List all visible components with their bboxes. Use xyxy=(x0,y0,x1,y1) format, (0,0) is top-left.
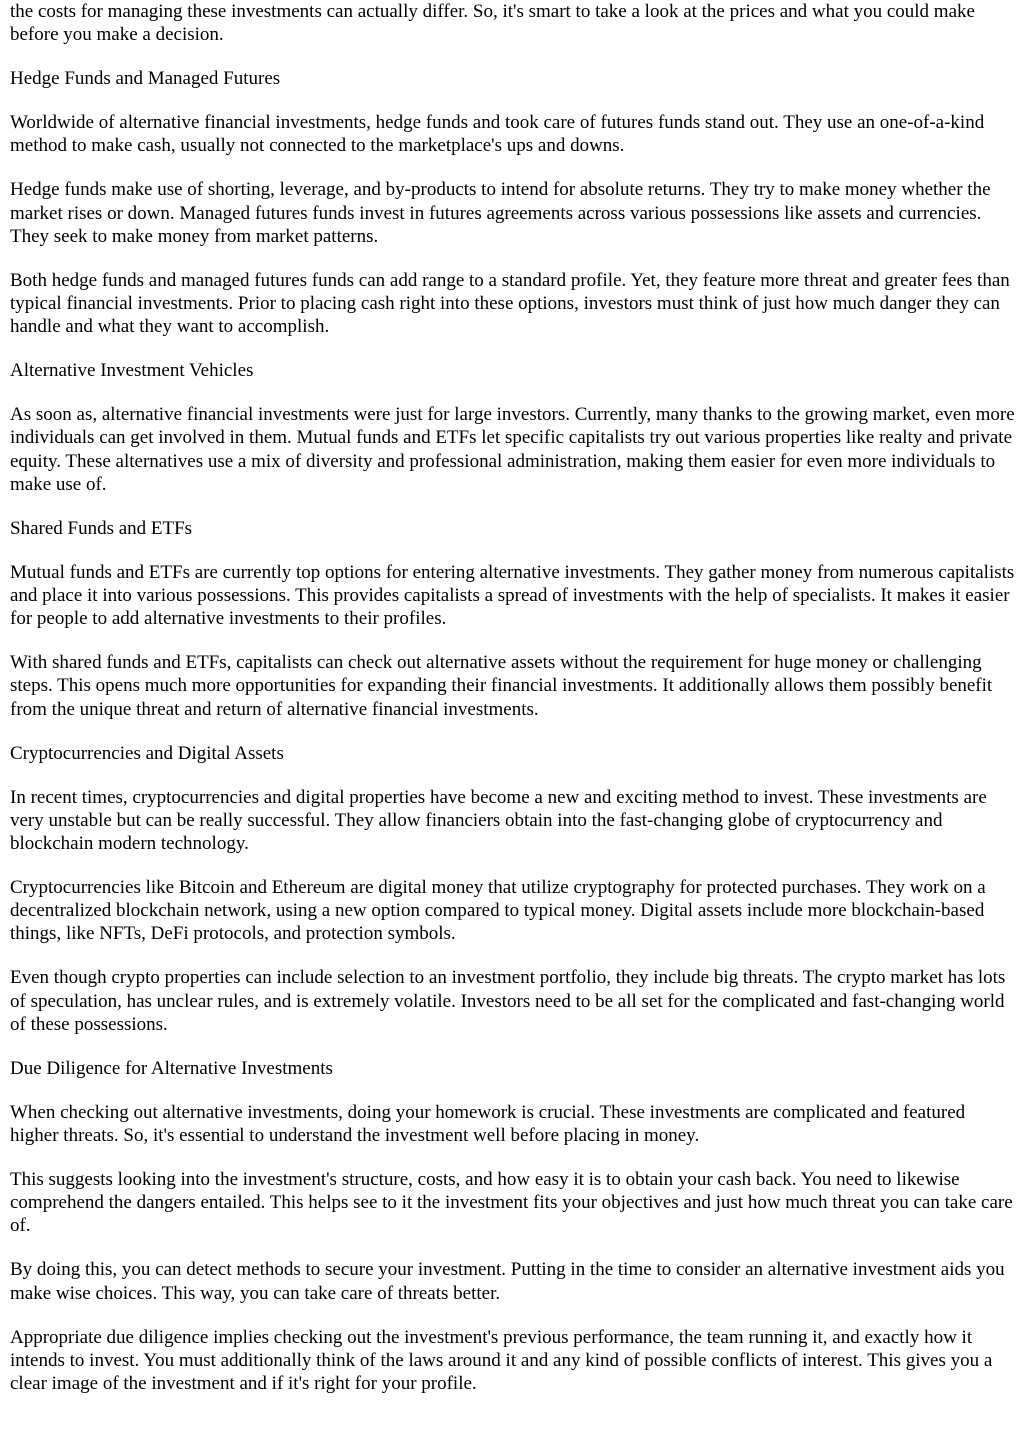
paragraph-crypto-intro: In recent times, cryptocurrencies and digital properties have become a new and exciting method to invest. These investments are very unstable but can be really successful. They allow financiers obtain into the fast-changing globe of cryptocurrency and blockchain modern technology. xyxy=(10,786,987,855)
section-heading-investment-vehicles: Alternative Investment Vehicles xyxy=(10,360,254,382)
paragraph-due-diligence-appropriate: Appropriate due diligence implies checking out the investment's previous performance, the team running it, and exactly how it intends to invest. You must additionally think of the laws around it and any kind of possible conflicts of interest. This gives you a clear image of the investment and if it's right for your profile. xyxy=(10,1326,993,1395)
document-body xyxy=(10,0,1018,1416)
paragraph-crypto-risks: Even though crypto properties can include selection to an investment portfolio, they include big threats. The crypto market has lots of speculation, has unclear rules, and is extremely volatile. Investors need to be all set for the complicated and fast-changing world of these possessions. xyxy=(10,967,1006,1035)
section-heading-crypto: Cryptocurrencies and Digital Assets xyxy=(10,742,284,764)
paragraph-due-diligence-intro: When checking out alternative investments, doing your homework is crucial. These investments are complicated and featured higher threats. So, it's essential to understand the investment well before placing in money. xyxy=(10,1101,966,1147)
paragraph-intro-costs: the costs for managing these investments can actually differ. So, it's smart to take a look at the prices and what you could make before you make a decision. xyxy=(10,1,975,46)
paragraph-due-diligence-secure: By doing this, you can detect methods to secure your investment. Putting in the time to consider an alternative investment aids you make wise choices. This way, you can take care of threats better. xyxy=(10,1259,1005,1304)
paragraph-shared-funds-overview: Mutual funds and ETFs are currently top options for entering alternative investments. They gather money from numerous capitalists and place it into various possessions. This provides capitalists a spread of investments with the help of specialists. It makes it easier for people to add alternative investments to their profiles. xyxy=(10,561,1015,630)
paragraph-due-diligence-structure: This suggests looking into the investment's structure, costs, and how easy it is to obtain your cash back. You need to likewise comprehend the dangers entailed. This helps see to it the investment fits your objectives and just how much threat you can take care of. xyxy=(10,1169,1013,1237)
section-heading-hedge-funds: Hedge Funds and Managed Futures xyxy=(10,68,281,90)
paragraph-hedge-funds-strategies: Hedge funds make use of shorting, leverage, and by-products to intend for absolute returns. They try to make money whether the market rises or down. Managed futures funds invest in futures agreements across various possessions like assets and currencies. They seek to make money from market patterns. xyxy=(10,179,991,247)
section-heading-due-diligence: Due Diligence for Alternative Investments xyxy=(10,1057,333,1079)
paragraph-hedge-funds-risk: Both hedge funds and managed futures funds can add range to a standard profile. Yet, they feature more threat and greater fees than typical financial investments. Prior to placing cash right into these options, investors must think of just how much danger they can handle and what they want to accomplish. xyxy=(10,269,1010,338)
paragraph-shared-funds-benefits: With shared funds and ETFs, capitalists can check out alternative assets without the requirement for huge money or challenging steps. This opens much more opportunities for expanding their financial investments. It additionally allows them possibly benefit from the unique threat and return of alternative financial investments. xyxy=(10,652,993,720)
paragraph-crypto-details: Cryptocurrencies like Bitcoin and Ethereum are digital money that utilize cryptography for protected purchases. They work on a decentralized blockchain network, using a new option compared to typical money. Digital assets include more blockchain-based things, like NFTs, DeFi protocols, and protection symbols. xyxy=(10,877,986,945)
paragraph-investment-vehicles: As soon as, alternative financial investments were just for large investors. Currently, many thanks to the growing market, even more individuals can get involved in them. Mutual funds and ETFs let specific capitalists try out various properties like realty and private equity. These alternatives use a mix of diversity and professional administration, making them easier for even more individuals to make use of. xyxy=(10,404,1015,495)
section-heading-shared-funds: Shared Funds and ETFs xyxy=(10,517,193,539)
paragraph-hedge-funds-overview: Worldwide of alternative financial investments, hedge funds and took care of futures funds stand out. They use an one-of-a-kind method to make cash, usually not connected to the marketplace's ups and downs. xyxy=(10,112,985,157)
